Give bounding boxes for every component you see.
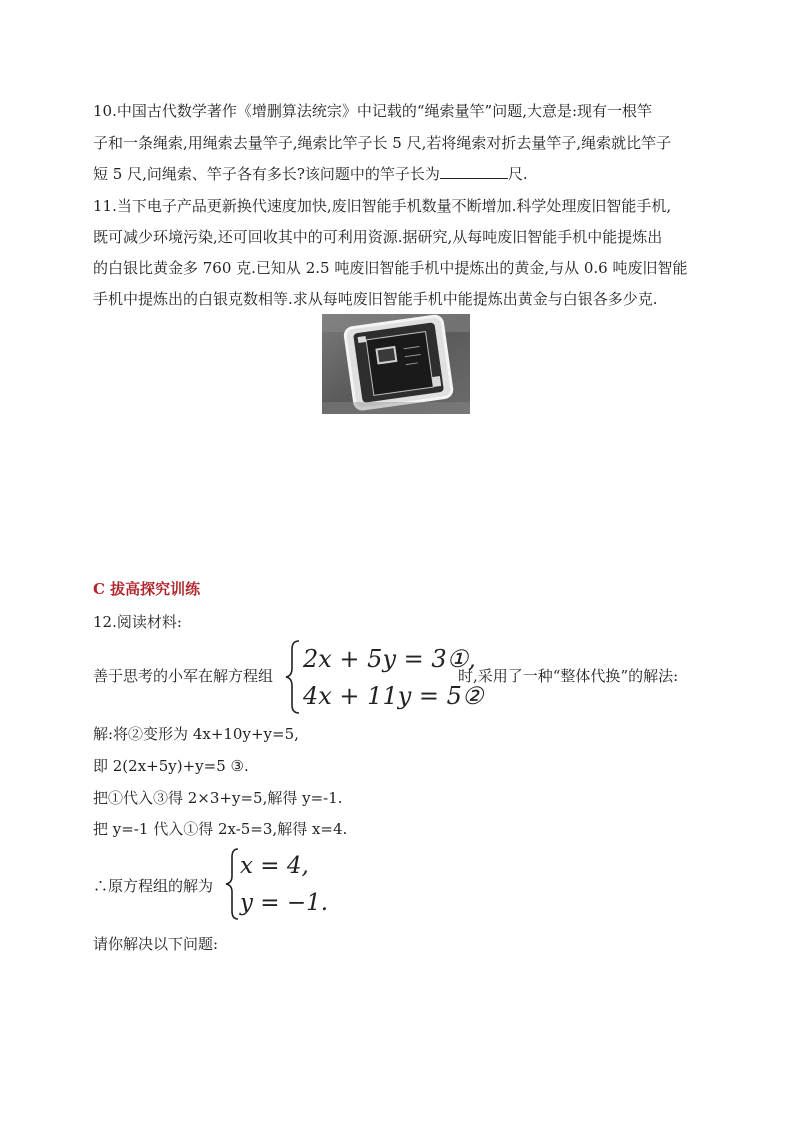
solution-step-1: 解:将②变形为 4x+10y+y=5, (93, 725, 299, 743)
problem11-line1: 11.当下电子产品更新换代速度加快,废旧智能手机数量不断增加.科学处理废旧智能手机, (93, 197, 672, 215)
solution-step-2: 即 2(2x+5y)+y=5 ③. (93, 757, 249, 775)
problem10-line3 (93, 164, 528, 184)
problem11-line2: 既可减少环境污染,还可回收其中的可利用资源.据研究,从每吨废旧智能手机中能提炼出 (93, 228, 663, 246)
solution-y: y = −1. (240, 890, 329, 916)
solution-step-4: 把 y=-1 代入①得 2x-5=3,解得 x=4. (93, 820, 348, 838)
solution-x: x = 4, (240, 853, 309, 879)
problem10-line1: 10.中国古代数学著作《增删算法统宗》中记载的“绳索量竿”问题,大意是:现有一根竿 (93, 102, 653, 120)
problem12-closing: 请你解决以下问题: (93, 935, 219, 953)
solution-system (224, 846, 334, 922)
equation-2: 4x + 11y = 5② (303, 682, 484, 710)
problem10-line3-unit: 尺. (507, 165, 528, 183)
section-heading: C 拔高探究训练 (93, 580, 201, 598)
problem12-intro: 12.阅读材料: (93, 613, 182, 631)
problem10-line2: 子和一条绳索,用绳索去量竿子,绳索比竿子长 5 尺,若将绳索对折去量竿子,绳索就比竿子 (93, 134, 672, 152)
equation-system (283, 638, 484, 716)
problem12-lead-before: 善于思考的小军在解方程组 (93, 667, 274, 685)
phone-photo (322, 314, 470, 414)
problem11-line4: 手机中提炼出的白银克数相等.求从每吨废旧智能手机中能提炼出黄金与白银各多少克. (93, 290, 658, 308)
solution-lead: ∴原方程组的解为 (93, 877, 214, 895)
solution-step-3: 把①代入③得 2×3+y=5,解得 y=-1. (93, 789, 343, 807)
answer-blank[interactable] (440, 164, 508, 179)
problem11-line3: 的白银比黄金多 760 克.已知从 2.5 吨废旧智能手机中提炼出的黄金,与从 0.6 吨废旧智能 (93, 259, 688, 277)
problem10-line3-text: 短 5 尺,问绳索、竿子各有多长?该问题中的竿子长为 (93, 165, 440, 183)
problem12-lead-after: 时,采用了一种“整体代换”的解法: (458, 667, 679, 685)
equation-1: 2x + 5y = 3①, (303, 645, 476, 673)
